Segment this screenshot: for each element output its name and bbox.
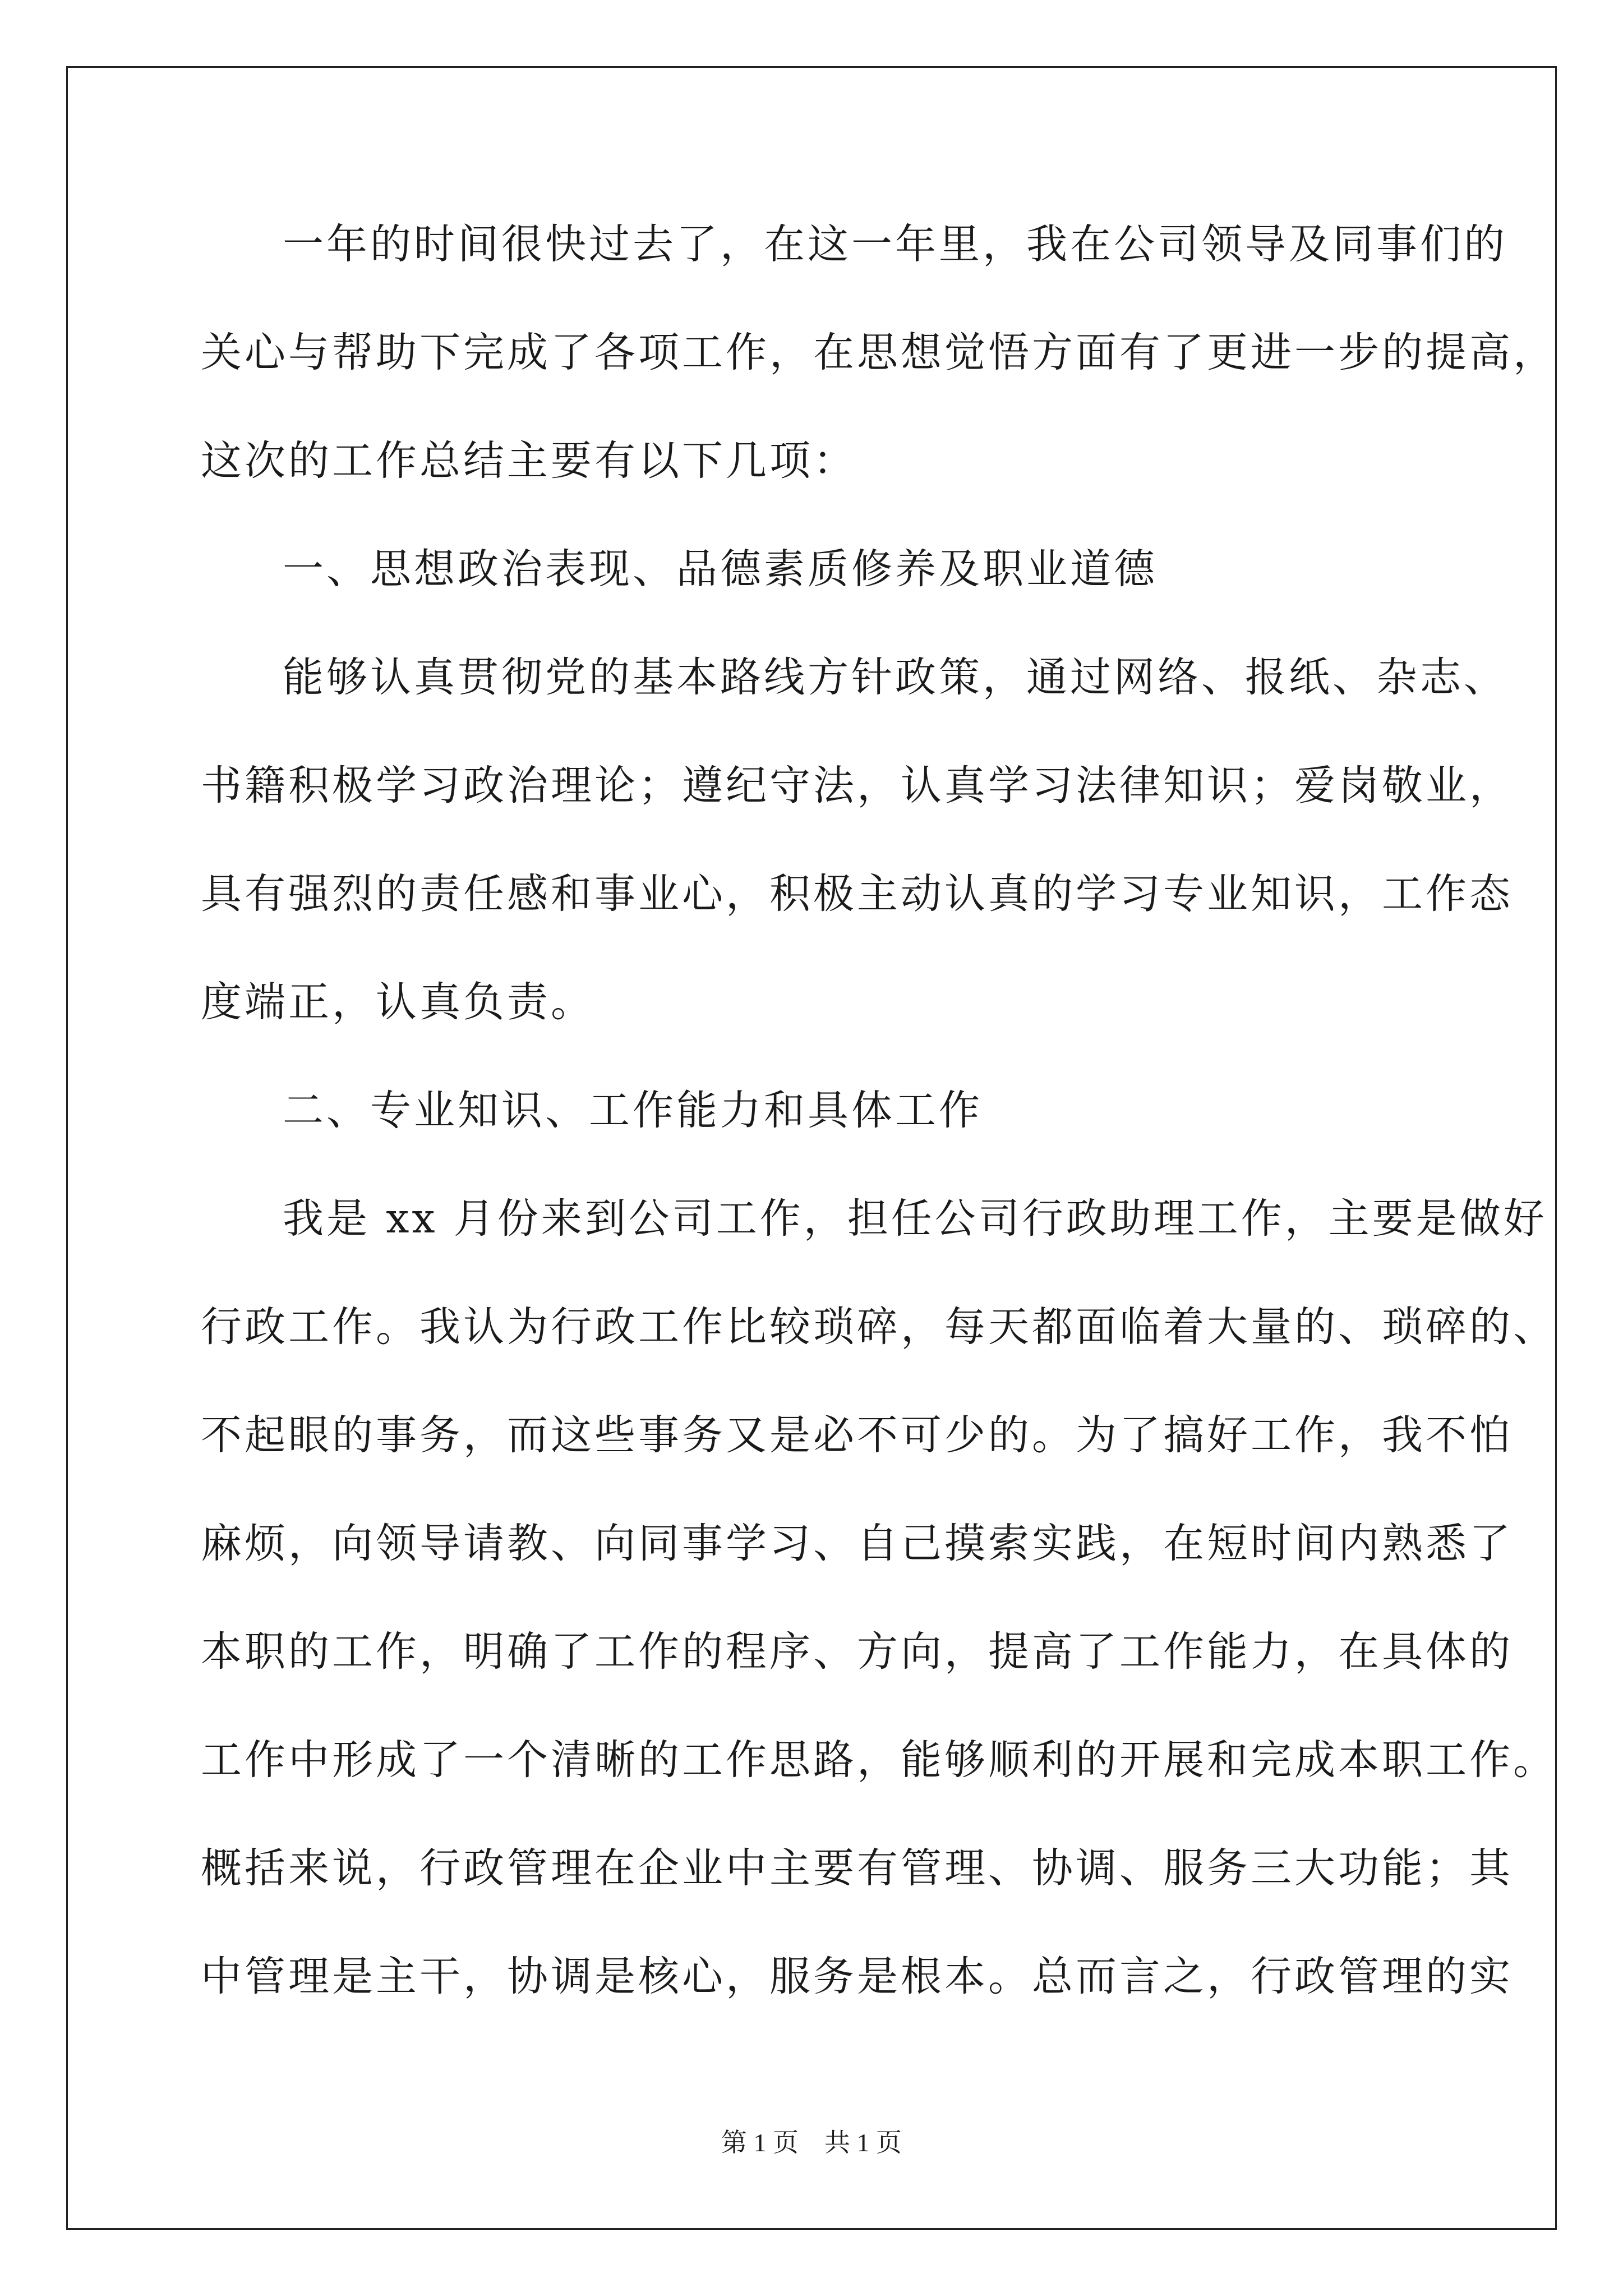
paragraph-section2-line-6: 工作中形成了一个清晰的工作思路，能够顺利的开展和完成本职工作。 xyxy=(201,1736,1557,1784)
paragraph-section2-line-4: 麻烦，向领导请教、向同事学习、自己摸索实践，在短时间内熟悉了 xyxy=(201,1520,1513,1567)
document-body xyxy=(201,214,1557,2054)
section-heading-1: 一、思想政治表现、品德素质修养及职业道德 xyxy=(283,545,1158,593)
section-heading-2: 二、专业知识、工作能力和具体工作 xyxy=(283,1087,983,1134)
paragraph-section2-line-7: 概括来说，行政管理在企业中主要有管理、协调、服务三大功能；其 xyxy=(201,1844,1513,1892)
paragraph-section2-line-2: 行政工作。我认为行政工作比较琐碎，每天都面临着大量的、琐碎的、 xyxy=(201,1303,1557,1351)
paragraph-section2-line-1: 我是 xx 月份来到公司工作，担任公司行政助理工作，主要是做好 xyxy=(283,1195,1547,1243)
paragraph-intro-line-3: 这次的工作总结主要有以下几项： xyxy=(201,437,857,485)
paragraph-section1-line-2: 书籍积极学习政治理论；遵纪守法，认真学习法律知识；爱岗敬业， xyxy=(201,762,1513,809)
paragraph-section2-line-5: 本职的工作，明确了工作的程序、方向，提高了工作能力，在具体的 xyxy=(201,1628,1513,1676)
paragraph-section2-line-3: 不起眼的事务，而这些事务又是必不可少的。为了搞好工作，我不怕 xyxy=(201,1411,1513,1459)
paragraph-intro-line-2: 关心与帮助下完成了各项工作，在思想觉悟方面有了更进一步的提高， xyxy=(201,329,1557,376)
paragraph-intro-line-1: 一年的时间很快过去了，在这一年里，我在公司领导及同事们的 xyxy=(283,220,1507,268)
paragraph-section2-line-8: 中管理是主干，协调是核心，服务是根本。总而言之，行政管理的实 xyxy=(201,1953,1513,2000)
paragraph-section1-line-4: 度端正，认真负责。 xyxy=(201,978,594,1026)
paragraph-section1-line-1: 能够认真贯彻党的基本路线方针政策，通过网络、报纸、杂志、 xyxy=(283,654,1507,701)
paragraph-section1-line-3: 具有强烈的责任感和事业心，积极主动认真的学习专业知识，工作态 xyxy=(201,870,1513,918)
page-number-footer: 第 1 页 共 1 页 xyxy=(721,2128,902,2157)
